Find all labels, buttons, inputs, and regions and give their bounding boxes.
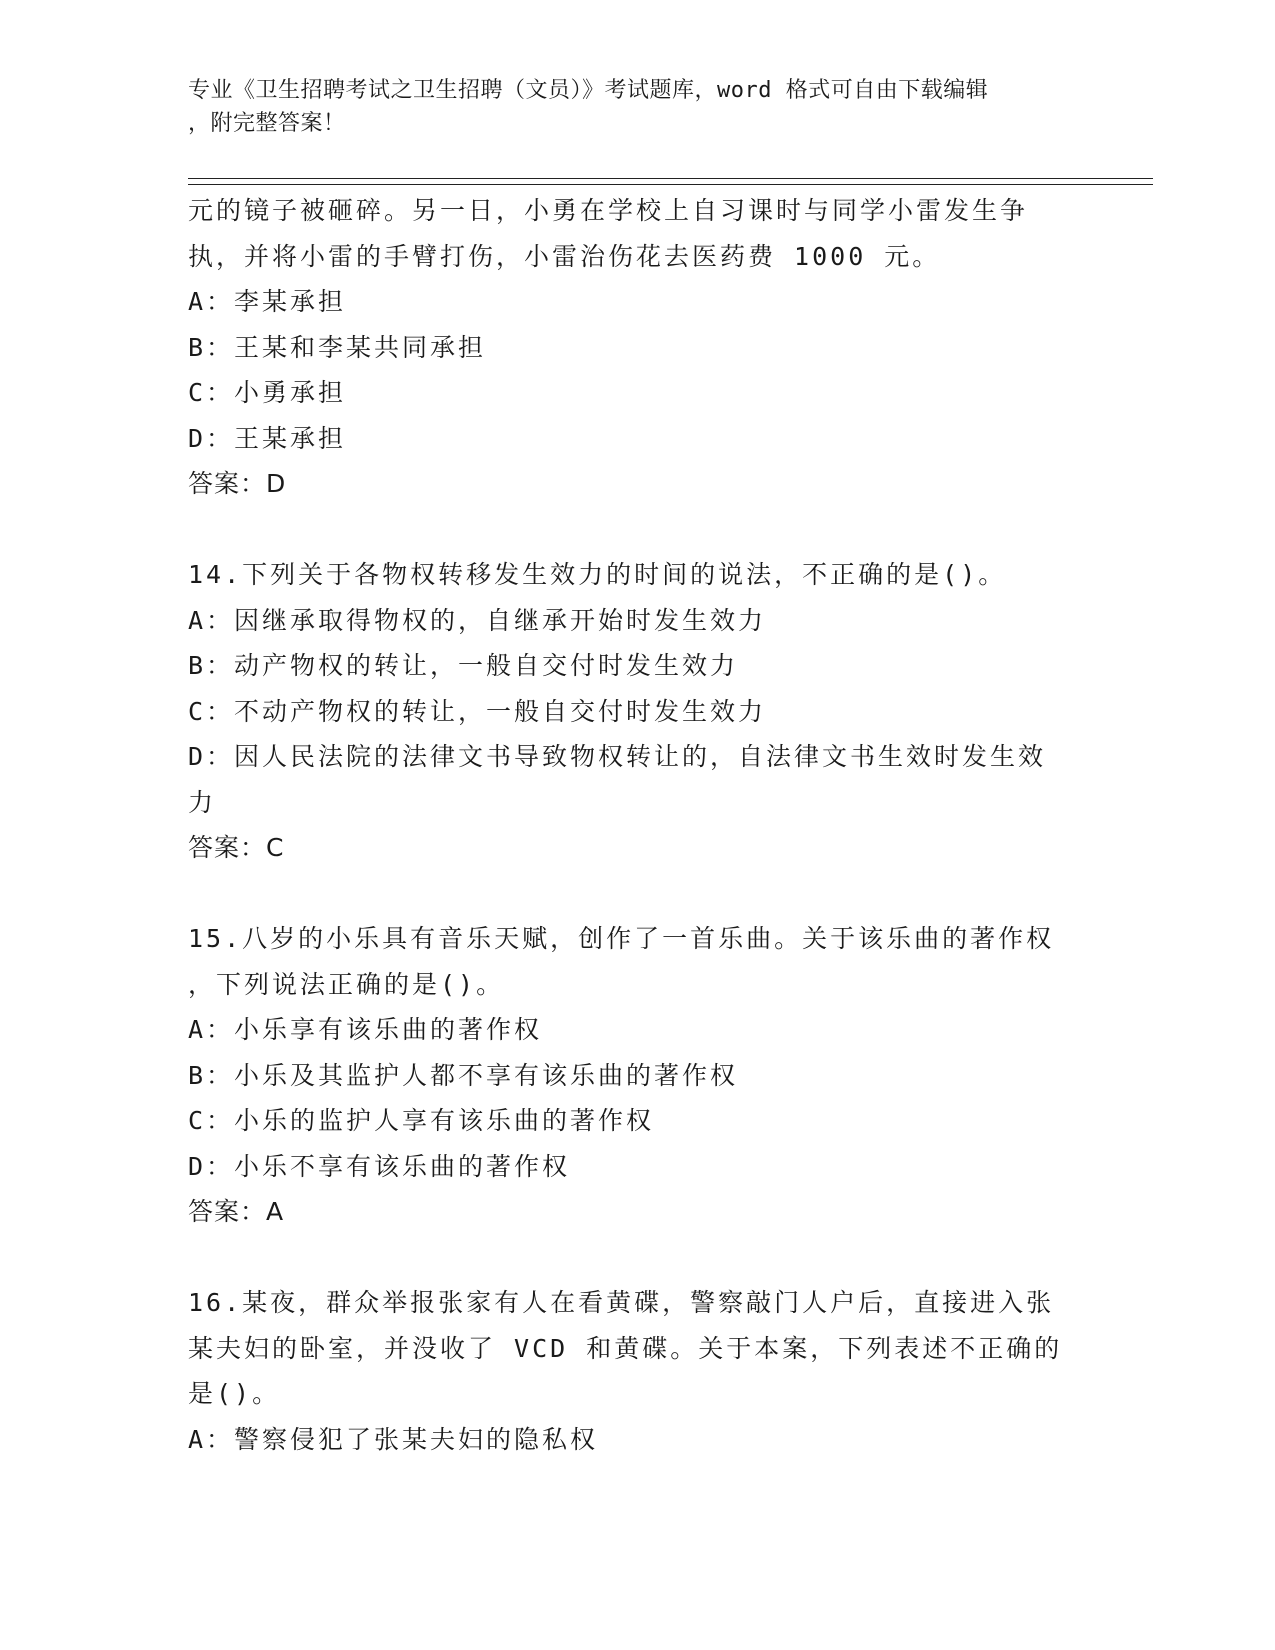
option-a: A：因继承取得物权的，自继承开始时发生效力: [188, 605, 767, 635]
page-header: [188, 74, 1068, 140]
option-b: B：小乐及其监护人都不享有该乐曲的著作权: [188, 1060, 739, 1090]
answer-label: 答案：D: [188, 469, 287, 498]
header-rule-bottom: [188, 184, 1153, 185]
question-stem-line: ，下列说法正确的是()。: [188, 969, 505, 999]
header-line-1: 专业《卫生招聘考试之卫生招聘（文员）》考试题库，word 格式可自由下载编辑: [188, 78, 989, 103]
spacer: [188, 871, 1078, 917]
option-d: D：因人民法院的法律文书导致物权转让的，自法律文书生效时发生效: [188, 742, 1047, 771]
header-line-2: ，附完整答案！: [188, 111, 346, 136]
option-c: C：不动产物权的转让，一般自交付时发生效力: [188, 696, 767, 726]
option-a: A：小乐享有该乐曲的著作权: [188, 1015, 543, 1044]
option-b: B：王某和李某共同承担: [188, 332, 487, 362]
question-13: [188, 188, 1078, 507]
question-15: [188, 916, 1078, 1235]
spacer: [188, 507, 1078, 553]
option-b: B：动产物权的转让，一般自交付时发生效力: [188, 651, 739, 680]
option-d: D：王某承担: [188, 423, 347, 453]
question-stem-line: 元的镜子被砸碎。另一日，小勇在学校上自习课时与同学小雷发生争: [188, 196, 1029, 225]
question-content: [188, 188, 1078, 1462]
question-stem-line: 15.八岁的小乐具有音乐天赋，创作了一首乐曲。关于该乐曲的著作权: [188, 924, 1055, 953]
question-16: [188, 1280, 1078, 1462]
option-c: C：小乐的监护人享有该乐曲的著作权: [188, 1106, 655, 1135]
answer-label: 答案：C: [188, 833, 285, 862]
question-stem-line: 执，并将小雷的手臂打伤，小雷治伤花去医药费 1000 元。: [188, 241, 941, 271]
answer-label: 答案：A: [188, 1197, 285, 1226]
question-stem-line: 某夫妇的卧室，并没收了 VCD 和黄碟。关于本案，下列表述不正确的: [188, 1333, 1063, 1363]
option-a: A：警察侵犯了张某夫妇的隐私权: [188, 1424, 599, 1454]
option-c: C：小勇承担: [188, 378, 347, 407]
question-stem-line: 14.下列关于各物权转移发生效力的时间的说法，不正确的是()。: [188, 560, 1007, 589]
option-d-continued: 力: [188, 787, 217, 817]
question-14: [188, 552, 1078, 871]
question-stem-line: 是()。: [188, 1379, 281, 1408]
spacer: [188, 1235, 1078, 1281]
question-stem-line: 16.某夜，群众举报张家有人在看黄碟，警察敲门人户后，直接进入张: [188, 1288, 1055, 1317]
option-d: D：小乐不享有该乐曲的著作权: [188, 1151, 571, 1181]
header-rule-top: [188, 178, 1153, 179]
option-a: A：李某承担: [188, 287, 347, 316]
